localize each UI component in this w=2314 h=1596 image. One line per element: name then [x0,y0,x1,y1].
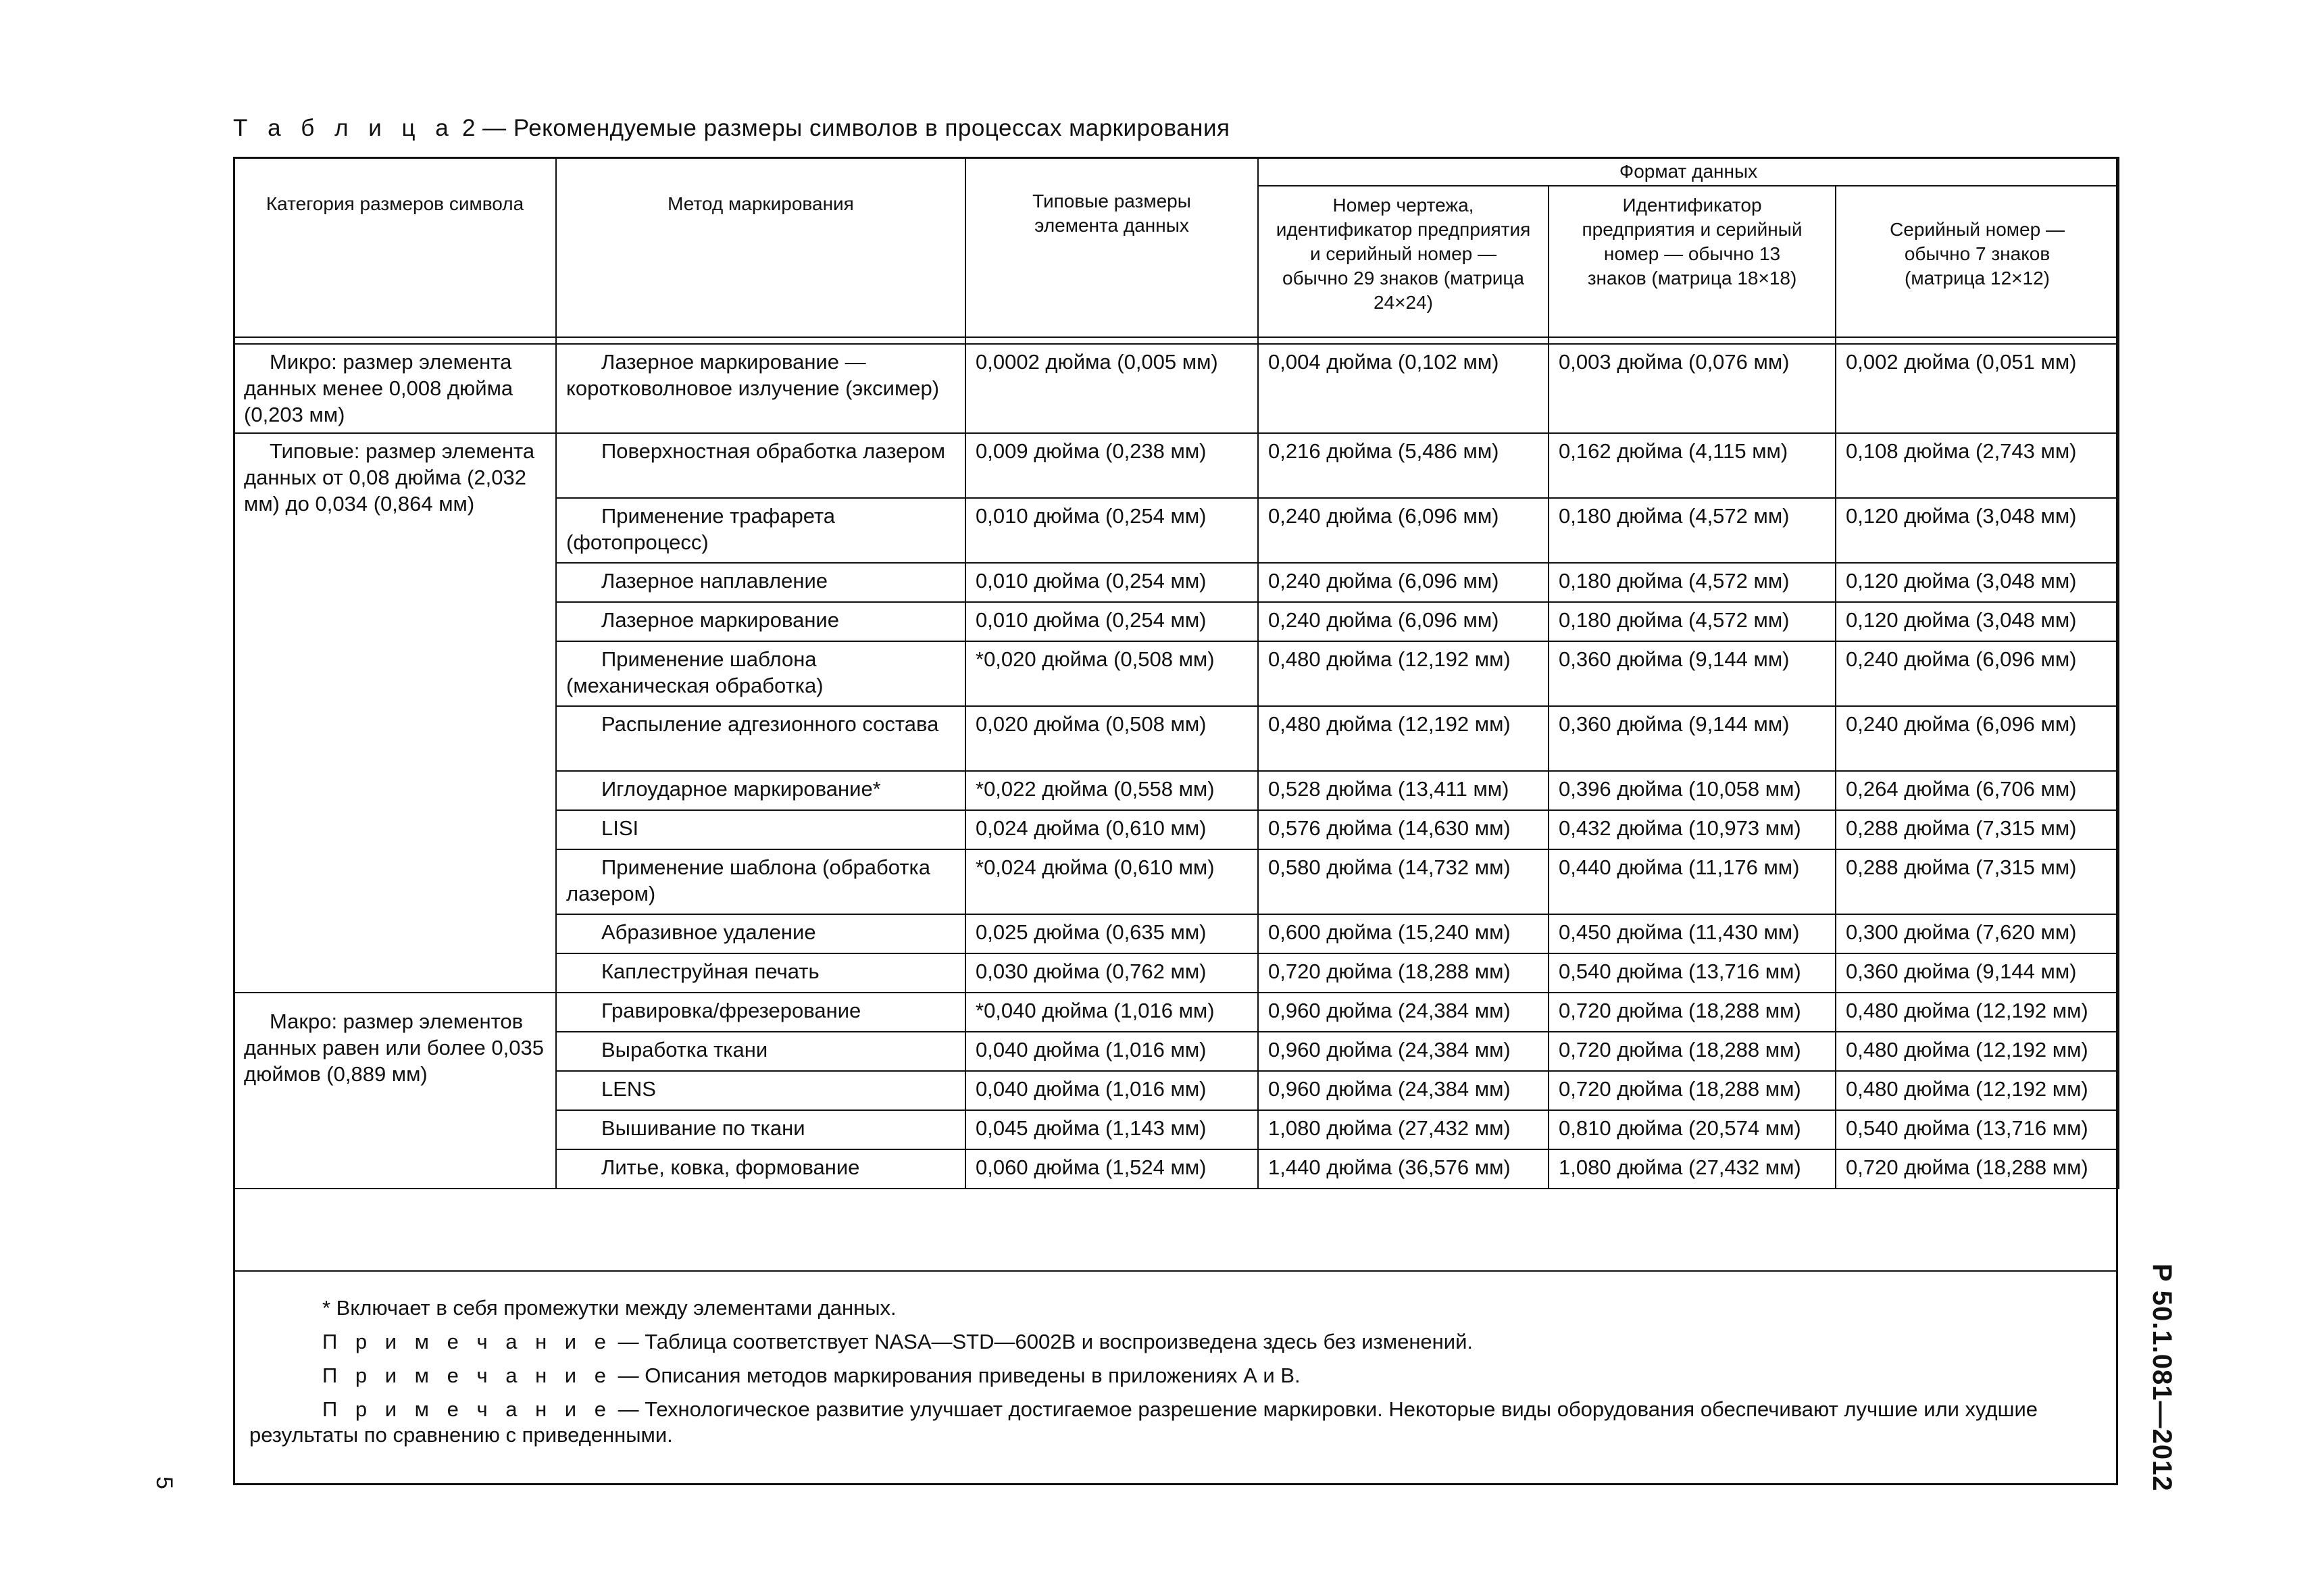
note-3-text: — Технологическое развитие улучшает достигаемое разрешение маркировки. Некоторые виды оборудования обеспечивают лучшие или худшие [618,1397,2038,1421]
caption-text: 2 — Рекомендуемые размеры символов в процессах маркирования [461,115,1230,141]
format-13-cell: 0,396 дюйма (10,058 мм) [1549,771,1836,810]
typical-size-cell: 0,010 дюйма (0,254 мм) [965,602,1258,641]
format-7-cell: 0,264 дюйма (6,706 мм) [1836,771,2119,810]
format-13-cell: 0,720 дюйма (18,288 мм) [1549,1071,1836,1110]
header-format-7: Серийный номер — обычно 7 знаков (матрица 12×12) [1836,186,2119,337]
format-7-cell: 0,480 дюйма (12,192 мм) [1836,1032,2119,1071]
format-13-cell: 0,162 дюйма (4,115 мм) [1549,433,1836,498]
format-7-cell: 0,002 дюйма (0,051 мм) [1836,344,2119,433]
format-7-cell: 0,480 дюйма (12,192 мм) [1836,993,2119,1032]
format-29-cell: 0,004 дюйма (0,102 мм) [1258,344,1549,433]
format-13-cell: 0,450 дюйма (11,430 мм) [1549,914,1836,953]
method-cell: Применение трафарета (фотопроцесс) [556,498,965,563]
format-29-cell: 0,580 дюйма (14,732 мм) [1258,849,1549,914]
note-2-label: П р и м е ч а н и е [322,1364,612,1387]
format-29-cell: 0,480 дюйма (12,192 мм) [1258,706,1549,771]
note-1-label: П р и м е ч а н и е [322,1330,612,1353]
method-cell: Лазерное наплавление [556,563,965,602]
note-2-text: — Описания методов маркирования приведены в приложениях А и В. [618,1364,1301,1387]
format-29-cell: 0,960 дюйма (24,384 мм) [1258,993,1549,1032]
format-29-cell: 0,960 дюйма (24,384 мм) [1258,1071,1549,1110]
page-number: 5 [151,1476,177,1489]
method-cell: Гравировка/фрезерование [556,993,965,1032]
format-7-cell: 0,300 дюйма (7,620 мм) [1836,914,2119,953]
format-29-cell: 1,080 дюйма (27,432 мм) [1258,1110,1549,1149]
typical-size-cell: 0,020 дюйма (0,508 мм) [965,706,1258,771]
format-13-cell: 0,720 дюйма (18,288 мм) [1549,1032,1836,1071]
category-cell: Микро: размер элемента данных менее 0,008 дюйма (0,203 мм) [234,344,556,433]
note-1-text: — Таблица соответствует NASA—STD—6002B и воспроизведена здесь без изменений. [618,1330,1474,1353]
header-method: Метод маркирования [556,157,965,337]
note-1 [322,1328,1473,1355]
typical-size-cell: 0,040 дюйма (1,016 мм) [965,1071,1258,1110]
format-29-cell: 1,440 дюйма (36,576 мм) [1258,1149,1549,1189]
method-cell: LENS [556,1071,965,1110]
format-29-cell: 0,240 дюйма (6,096 мм) [1258,563,1549,602]
typical-size-cell: *0,040 дюйма (1,016 мм) [965,993,1258,1032]
format-29-cell: 0,216 дюйма (5,486 мм) [1258,433,1549,498]
caption-label: Т а б л и ц а [233,115,455,141]
method-cell: Иглоударное маркирование* [556,771,965,810]
table-notes [233,1270,2118,1485]
method-cell: Распыление адгезионного состава [556,706,965,771]
format-7-cell: 0,108 дюйма (2,743 мм) [1836,433,2119,498]
typical-size-cell: 0,0002 дюйма (0,005 мм) [965,344,1258,433]
format-7-cell: 0,120 дюйма (3,048 мм) [1836,602,2119,641]
category-cell: Типовые: размер элемента данных от 0,08 дюйма (2,032 мм) до 0,034 (0,864 мм) [234,433,556,993]
format-13-cell: 0,180 дюйма (4,572 мм) [1549,498,1836,563]
format-13-cell: 0,432 дюйма (10,973 мм) [1549,810,1836,849]
method-cell: Литье, ковка, формование [556,1149,965,1189]
format-13-cell: 0,180 дюйма (4,572 мм) [1549,602,1836,641]
format-13-cell: 1,080 дюйма (27,432 мм) [1549,1149,1836,1189]
typical-size-cell: 0,010 дюйма (0,254 мм) [965,498,1258,563]
format-7-cell: 0,540 дюйма (13,716 мм) [1836,1110,2119,1149]
format-7-cell: 0,240 дюйма (6,096 мм) [1836,641,2119,706]
method-cell: Применение шаблона (обработка лазером) [556,849,965,914]
header-format-29: Номер чертежа, идентификатор предприятия и серийный номер — обычно 29 знаков (матрица 24×24) [1258,186,1549,337]
format-29-cell: 0,528 дюйма (13,411 мм) [1258,771,1549,810]
method-cell: Лазерное маркирование — коротковолновое излучение (эксимер) [556,344,965,433]
header-category: Категория размеров символа [234,157,556,337]
header-typical-size: Типовые размеры элемента данных [965,157,1258,337]
typical-size-cell: 0,045 дюйма (1,143 мм) [965,1110,1258,1149]
typical-size-cell: 0,024 дюйма (0,610 мм) [965,810,1258,849]
typical-size-cell: 0,030 дюйма (0,762 мм) [965,953,1258,993]
table-caption [233,115,1230,142]
format-13-cell: 0,440 дюйма (11,176 мм) [1549,849,1836,914]
typical-size-cell: 0,060 дюйма (1,524 мм) [965,1149,1258,1189]
header-data-format: Формат данных [1258,157,2119,186]
format-7-cell: 0,720 дюйма (18,288 мм) [1836,1149,2119,1189]
format-29-cell: 0,480 дюйма (12,192 мм) [1258,641,1549,706]
format-29-cell: 0,600 дюйма (15,240 мм) [1258,914,1549,953]
typical-size-cell: 0,025 дюйма (0,635 мм) [965,914,1258,953]
typical-size-cell: *0,022 дюйма (0,558 мм) [965,771,1258,810]
format-7-cell: 0,240 дюйма (6,096 мм) [1836,706,2119,771]
format-29-cell: 0,960 дюйма (24,384 мм) [1258,1032,1549,1071]
format-7-cell: 0,360 дюйма (9,144 мм) [1836,953,2119,993]
format-13-cell: 0,003 дюйма (0,076 мм) [1549,344,1836,433]
format-13-cell: 0,360 дюйма (9,144 мм) [1549,706,1836,771]
method-cell: Поверхностная обработка лазером [556,433,965,498]
typical-size-cell: *0,024 дюйма (0,610 мм) [965,849,1258,914]
note-3-label: П р и м е ч а н и е [322,1397,612,1421]
method-cell: Каплеструйная печать [556,953,965,993]
category-cell: Макро: размер элементов данных равен или более 0,035 дюймов (0,889 мм) [234,993,556,1189]
typical-size-cell: 0,010 дюйма (0,254 мм) [965,563,1258,602]
typical-size-cell: *0,020 дюйма (0,508 мм) [965,641,1258,706]
typical-size-cell: 0,040 дюйма (1,016 мм) [965,1032,1258,1071]
method-cell: Применение шаблона (механическая обработка) [556,641,965,706]
header-format-13: Идентификатор предприятия и серийный номер — обычно 13 знаков (матрица 18×18) [1549,186,1836,337]
format-13-cell: 0,720 дюйма (18,288 мм) [1549,993,1836,1032]
format-13-cell: 0,810 дюйма (20,574 мм) [1549,1110,1836,1149]
method-cell: Выработка ткани [556,1032,965,1071]
format-7-cell: 0,480 дюйма (12,192 мм) [1836,1071,2119,1110]
standard-code: Р 50.1.081—2012 [2147,1264,2177,1492]
format-7-cell: 0,288 дюйма (7,315 мм) [1836,810,2119,849]
format-13-cell: 0,540 дюйма (13,716 мм) [1549,953,1836,993]
note-2 [322,1362,1301,1389]
method-cell: Абразивное удаление [556,914,965,953]
format-29-cell: 0,240 дюйма (6,096 мм) [1258,602,1549,641]
note-3 [322,1396,2038,1423]
format-29-cell: 0,576 дюйма (14,630 мм) [1258,810,1549,849]
method-cell: Лазерное маркирование [556,602,965,641]
method-cell: LISI [556,810,965,849]
format-13-cell: 0,180 дюйма (4,572 мм) [1549,563,1836,602]
format-7-cell: 0,288 дюйма (7,315 мм) [1836,849,2119,914]
footnote: * Включает в себя промежутки между элементами данных. [322,1296,897,1320]
format-29-cell: 0,720 дюйма (18,288 мм) [1258,953,1549,993]
format-7-cell: 0,120 дюйма (3,048 мм) [1836,498,2119,563]
typical-size-cell: 0,009 дюйма (0,238 мм) [965,433,1258,498]
note-3-continuation: результаты по сравнению с приведенными. [249,1423,673,1447]
format-29-cell: 0,240 дюйма (6,096 мм) [1258,498,1549,563]
format-7-cell: 0,120 дюйма (3,048 мм) [1836,563,2119,602]
format-13-cell: 0,360 дюйма (9,144 мм) [1549,641,1836,706]
method-cell: Вышивание по ткани [556,1110,965,1149]
